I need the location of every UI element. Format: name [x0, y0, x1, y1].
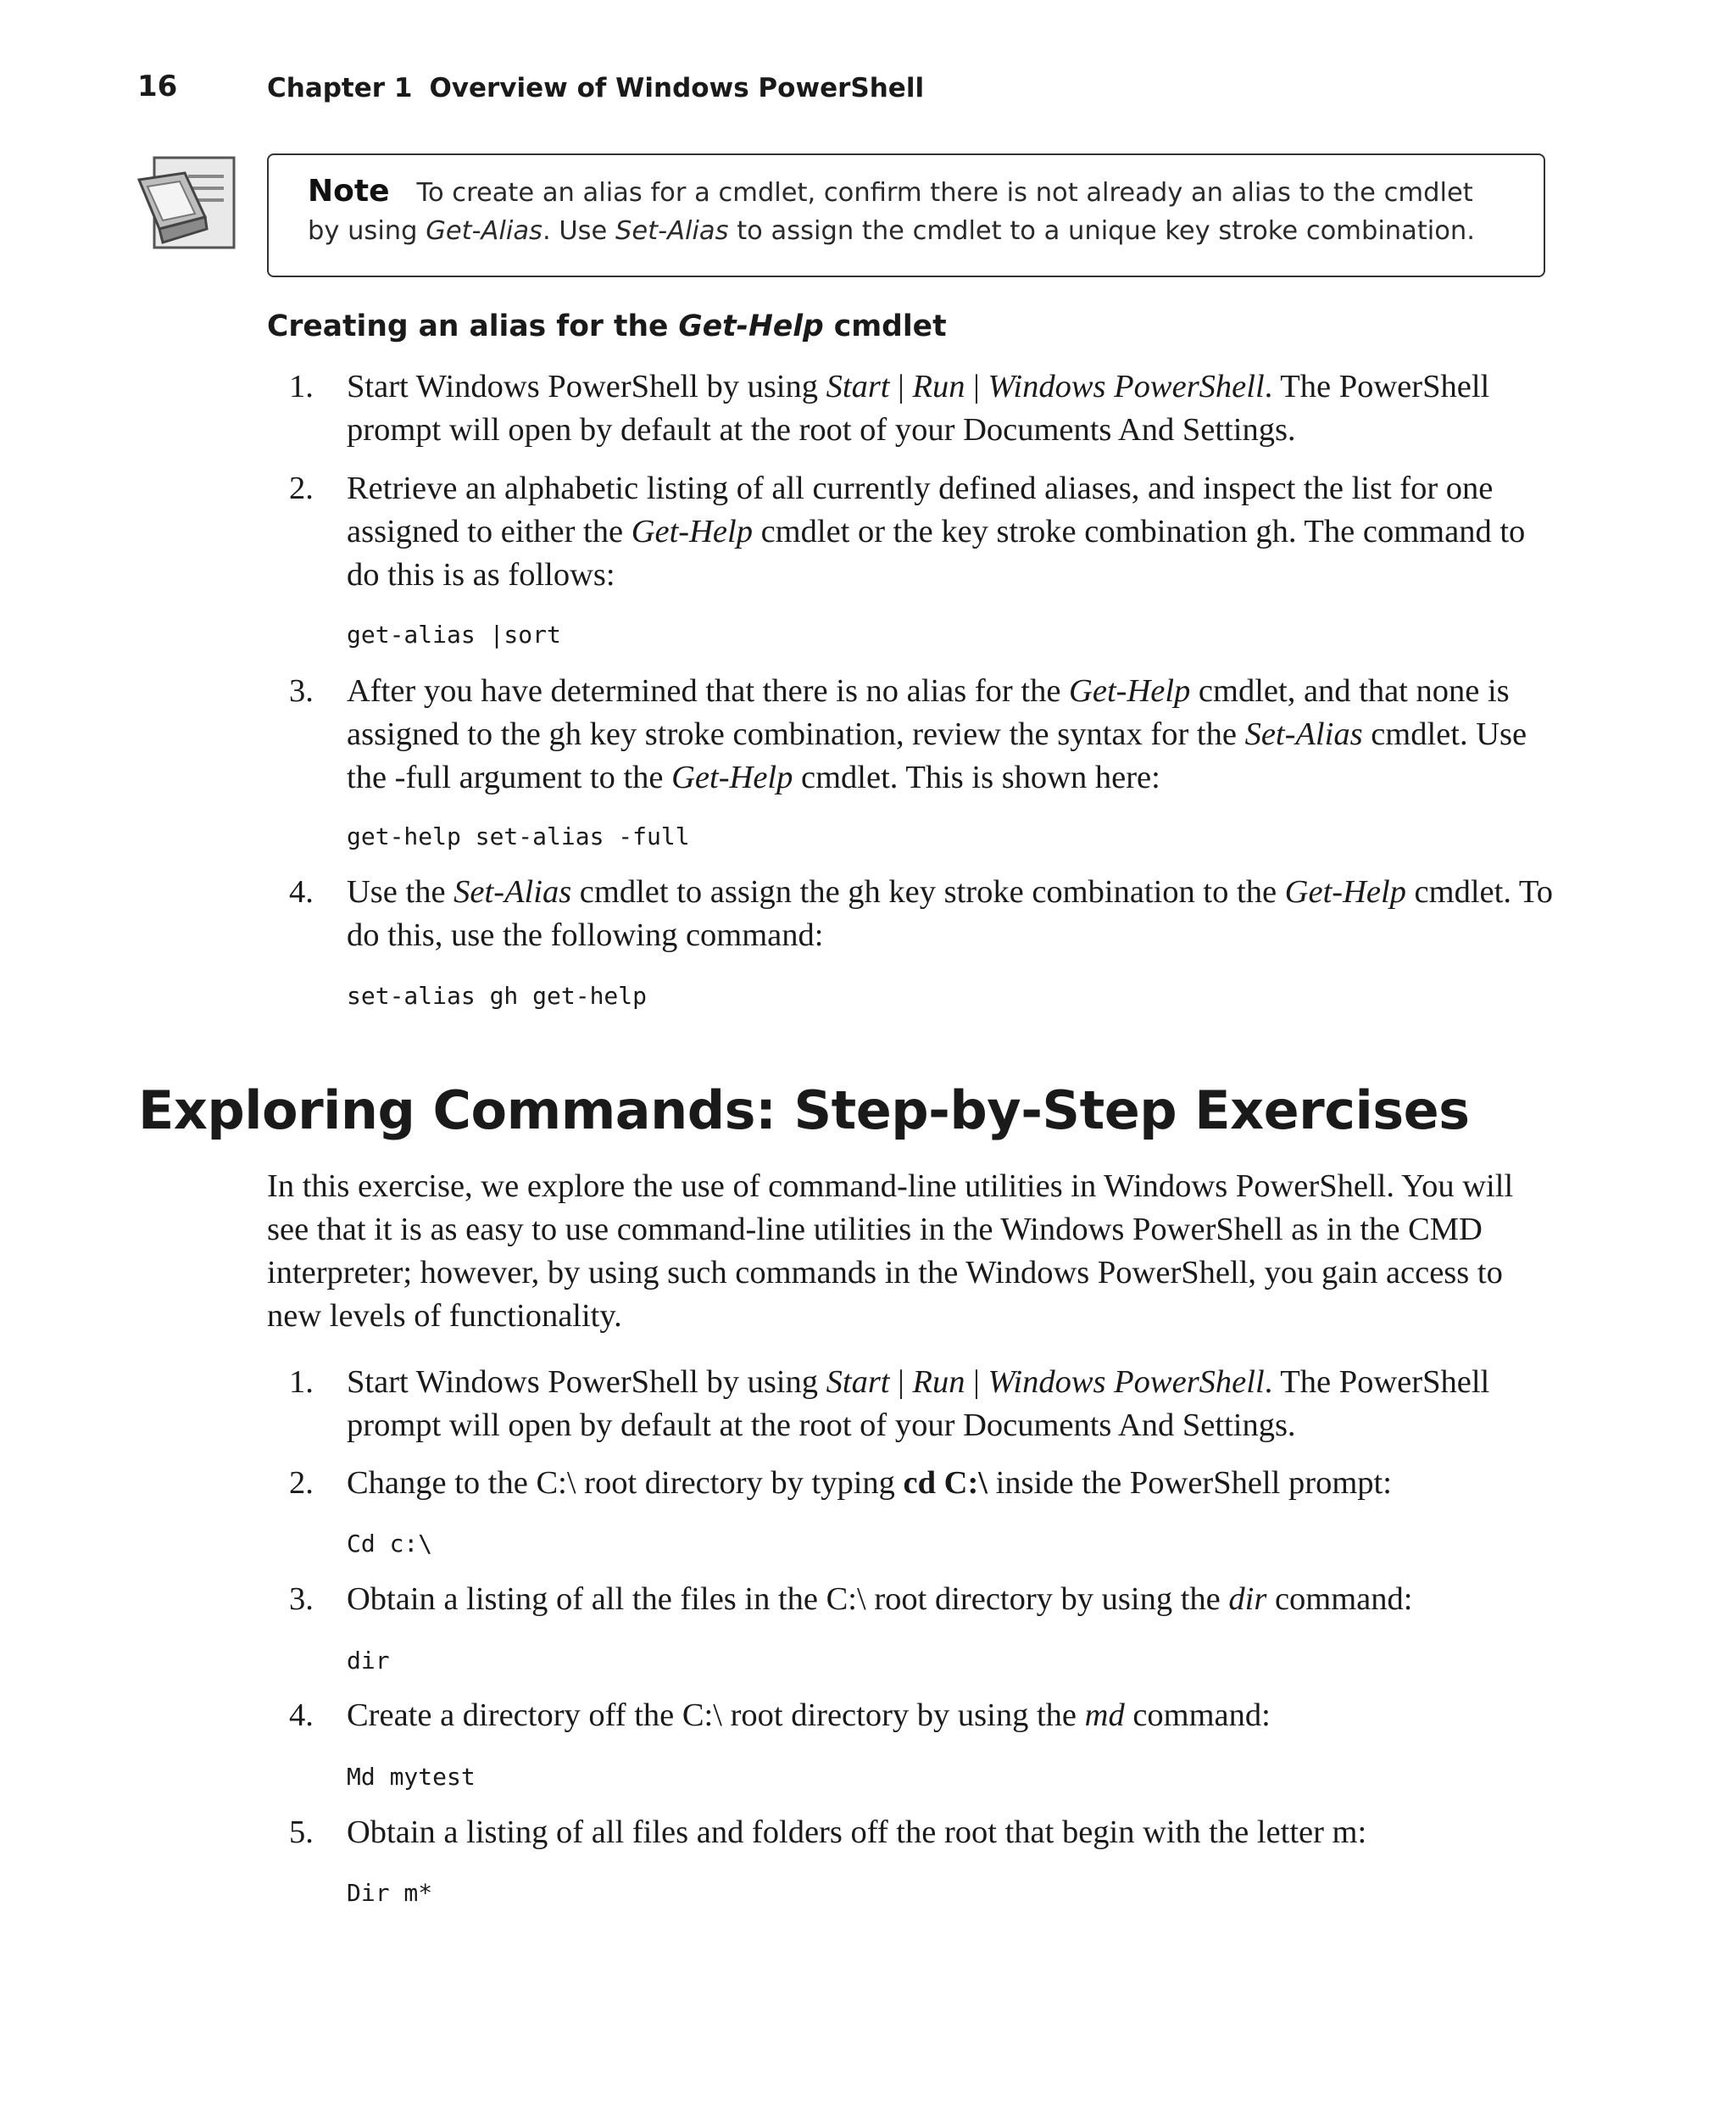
- step-text: Start Windows PowerShell by using Start | Run | Windows PowerShell. The PowerShell prompt will open by default at the root of your Documents And Settings.: [347, 1364, 1490, 1443]
- step-text: After you have determined that there is no alias for the Get-Help cmdlet, and that none is assigned to the gh key stroke combination, review the syntax for the Set-Alias cmdlet. Use the -full argument to the Get-Help cmdlet. This is shown here:: [347, 673, 1527, 795]
- procedure-step-4: [267, 871, 1555, 957]
- step-text: Use the Set-Alias cmdlet to assign the gh key stroke combination to the Get-Help cmdlet. To do this, use the following command:: [347, 874, 1553, 953]
- code-line: get-help set-alias -full: [347, 822, 690, 850]
- step-text: Obtain a listing of all the files in the C:\ root directory by using the dir command:: [347, 1581, 1413, 1617]
- procedure-step-3: [267, 670, 1555, 800]
- procedure-heading-cmdlet: Get-Help: [678, 309, 824, 343]
- step-text: Start Windows PowerShell by using Start | Run | Windows PowerShell. The PowerShell prompt will open by default at the root of your Documents And Settings.: [347, 369, 1490, 448]
- code-line: Md mytest: [347, 1763, 476, 1791]
- step-text: Retrieve an alphabetic listing of all currently defined aliases, and inspect the list for one assigned to either the Get-Help cmdlet or the key stroke combination gh. The command to do this is as follows:: [347, 471, 1526, 593]
- exercise-step-2: [267, 1462, 1555, 1505]
- exercise-step-4: [267, 1694, 1555, 1737]
- exercise-step-1: [267, 1361, 1555, 1447]
- note-text-part: . Use: [542, 216, 616, 246]
- step-number: 1.: [289, 369, 314, 404]
- section-title: Exploring Commands: Step-by-Step Exercises: [138, 1079, 1470, 1141]
- code-line: Dir m*: [347, 1879, 433, 1907]
- procedure-step-2: [267, 467, 1555, 597]
- step-text: Change to the C:\ root directory by typing cd C:\ inside the PowerShell prompt:: [347, 1465, 1392, 1501]
- step-number: 5.: [289, 1814, 314, 1850]
- note-label: Note: [308, 174, 390, 209]
- code-line: Cd c:\: [347, 1530, 433, 1558]
- code-line: dir: [347, 1647, 390, 1675]
- note-text: [308, 178, 1475, 246]
- code-line: get-alias |sort: [347, 621, 561, 649]
- note-text-cmdlet: Set-Alias: [615, 216, 729, 246]
- code-line: set-alias gh get-help: [347, 982, 648, 1010]
- step-number: 2.: [289, 1465, 314, 1501]
- note-box: [267, 153, 1545, 277]
- step-number: 4.: [289, 1697, 314, 1733]
- step-text: Obtain a listing of all files and folders off the root that begin with the letter m:: [347, 1814, 1367, 1850]
- procedure-heading-text: Creating an alias for the: [267, 309, 679, 343]
- exercise-step-5: [267, 1811, 1555, 1854]
- chapter-title: Overview of Windows PowerShell: [429, 73, 925, 103]
- step-text: Create a directory off the C:\ root directory by using the md command:: [347, 1697, 1271, 1733]
- note-text-cmdlet: Get-Alias: [426, 216, 542, 246]
- running-head: [0, 70, 1736, 112]
- exercise-step-3: [267, 1578, 1555, 1621]
- procedure-step-1: [267, 365, 1555, 452]
- step-number: 2.: [289, 471, 314, 506]
- note-icon: [136, 154, 237, 254]
- step-number: 4.: [289, 874, 314, 910]
- step-number: 3.: [289, 1581, 314, 1617]
- chapter-label: Chapter 1: [267, 73, 413, 103]
- procedure-heading: [267, 307, 947, 346]
- page-number: 16: [137, 70, 178, 103]
- note-text-part: to assign the cmdlet to a unique key stroke combination.: [728, 216, 1475, 246]
- step-number: 1.: [289, 1364, 314, 1400]
- step-number: 3.: [289, 673, 314, 709]
- intro-paragraph: In this exercise, we explore the use of command-line utilities in Windows PowerShell. You will see that it is as easy to use command-line utilities in the Windows PowerShell as in the CMD interpreter; however, by using such commands in the Windows PowerShell, you gain access to new levels of functionality.: [267, 1168, 1514, 1334]
- note-text-part: To create an alias for a cmdlet, confirm there is not already an alias to the cmdlet by using: [308, 178, 1473, 246]
- chapter-heading: [267, 73, 924, 103]
- procedure-heading-text: cmdlet: [823, 309, 947, 343]
